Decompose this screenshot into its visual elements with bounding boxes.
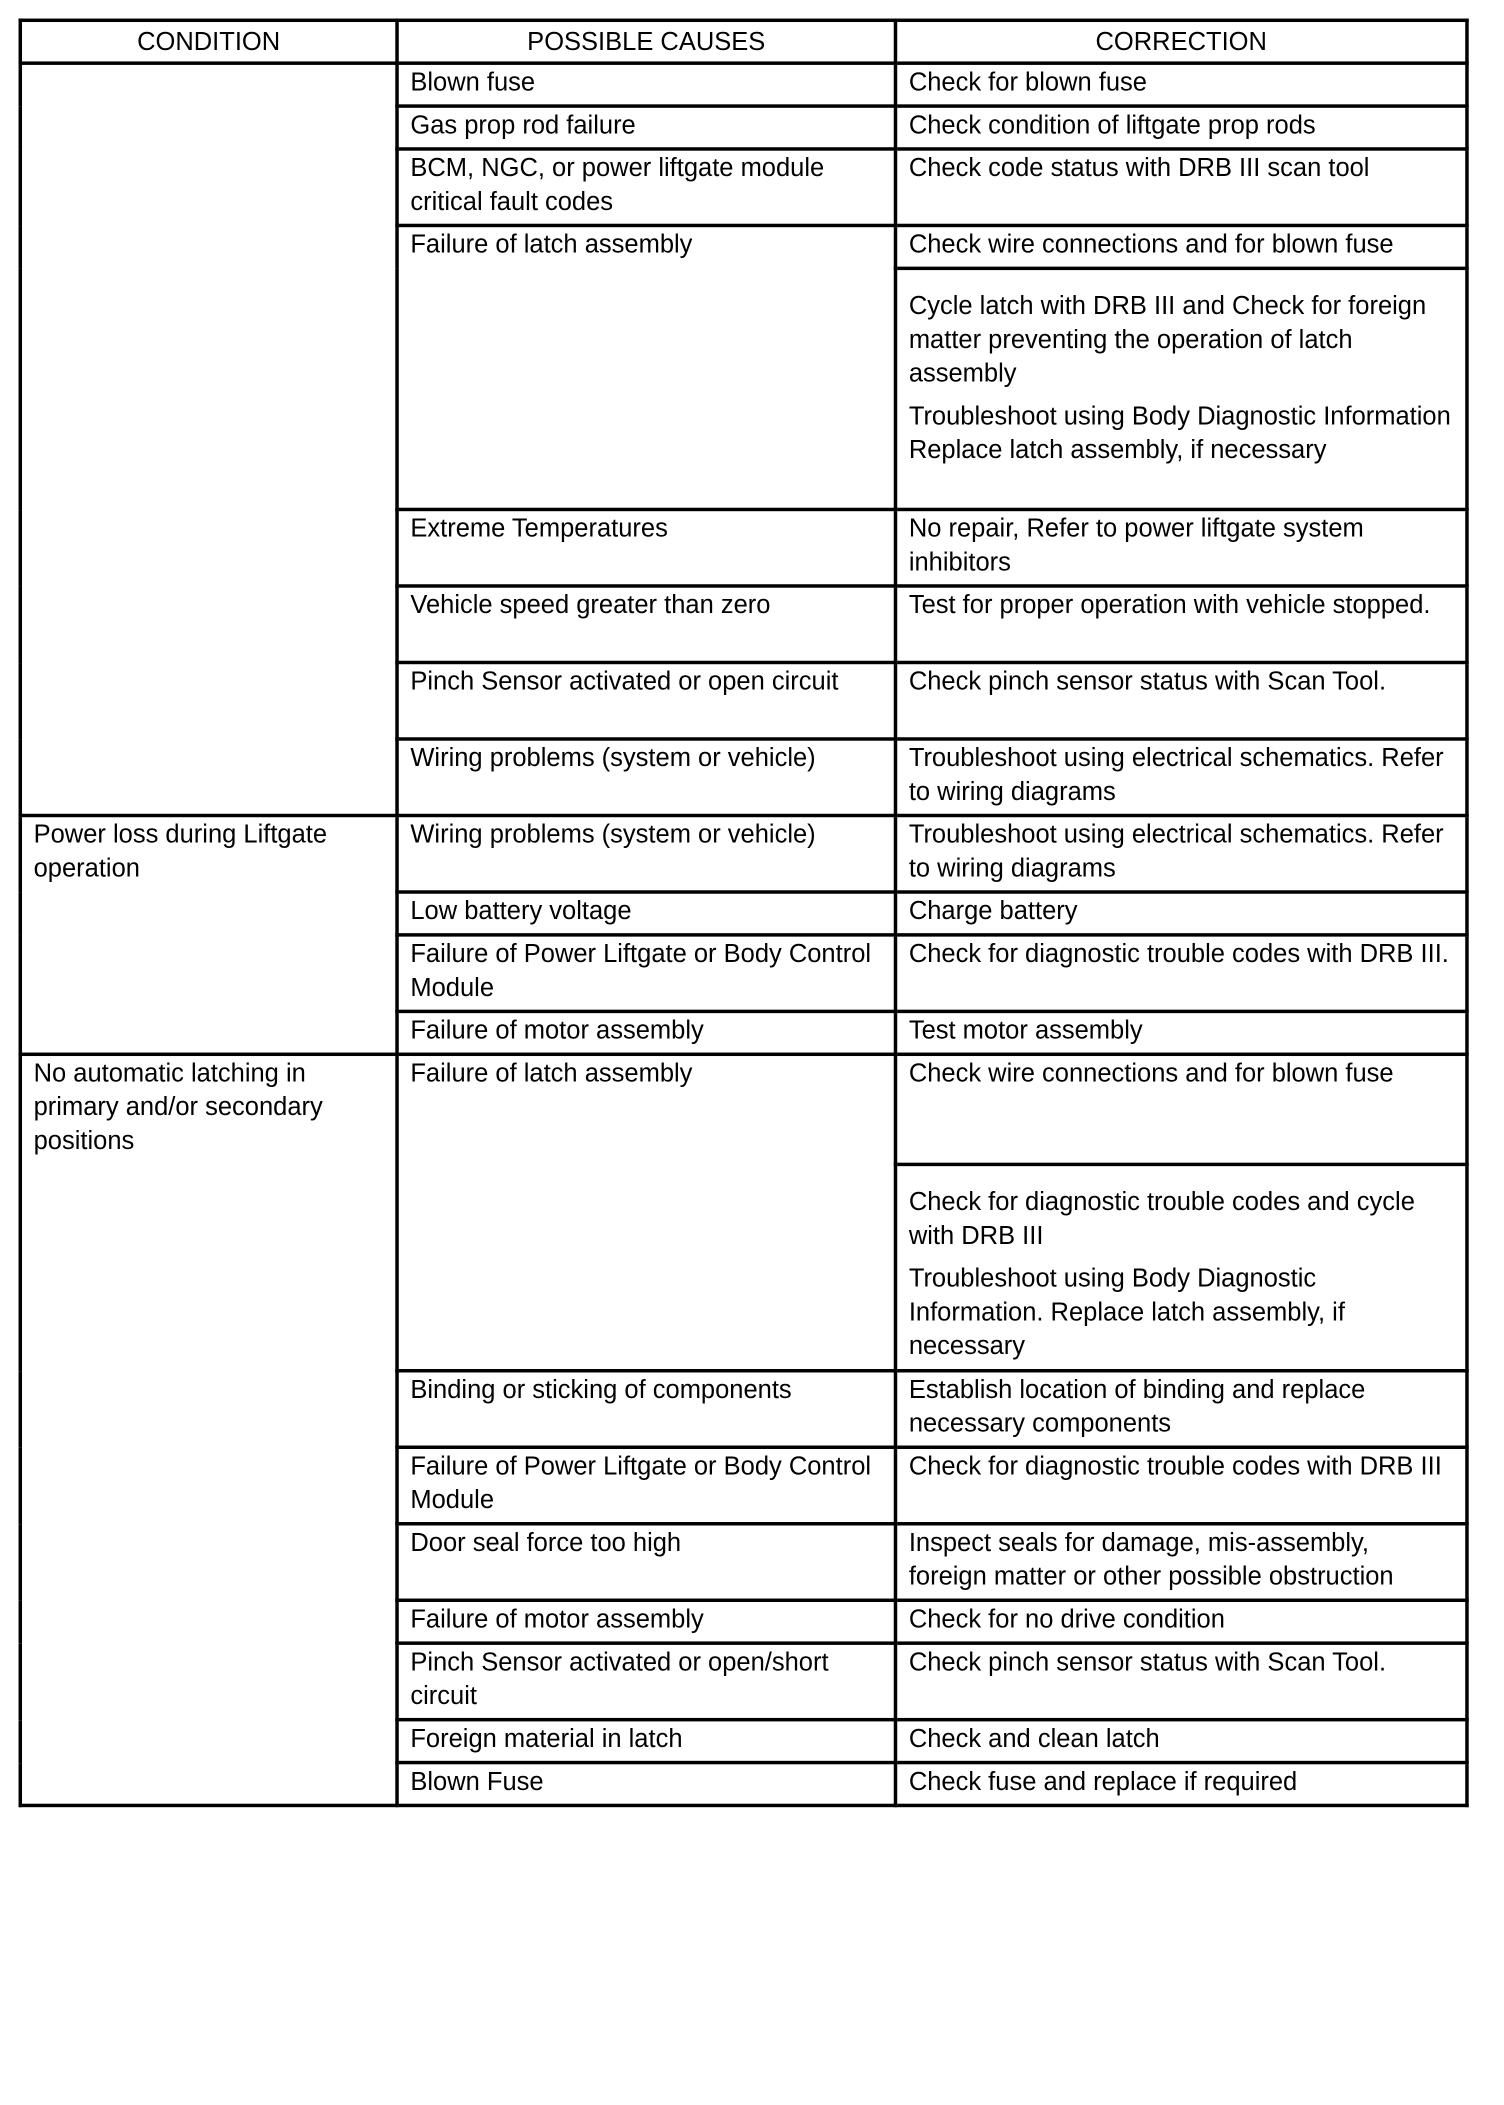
cause-cell: Failure of motor assembly (397, 1011, 895, 1054)
cause-cell: Failure of latch assembly (397, 225, 895, 509)
condition-cell: Power loss during Liftgate operation (20, 815, 397, 1054)
cause-cell: Failure of motor assembly (397, 1600, 895, 1643)
correction-cell: Test for proper operation with vehicle stopped. (895, 586, 1466, 663)
header-possible-causes: POSSIBLE CAUSES (397, 20, 895, 63)
header-row (20, 20, 1467, 63)
condition-cell: No automatic latching in primary and/or secondary positions (20, 1054, 397, 1805)
correction-cell: Troubleshoot using electrical schematics. Refer to wiring diagrams (895, 815, 1466, 892)
correction-text: Cycle latch with DRB III and Check for foreign matter preventing the operation of latch assembly (908, 290, 1427, 388)
cause-cell: Gas prop rod failure (397, 106, 895, 149)
header-condition: CONDITION (20, 20, 397, 63)
correction-cell: Check for no drive condition (895, 1600, 1466, 1643)
cause-cell: Extreme Temperatures (397, 509, 895, 586)
correction-cell: Troubleshoot using electrical schematics. Refer to wiring diagrams (895, 739, 1466, 816)
correction-cell (895, 268, 1466, 509)
correction-text: Troubleshoot using Body Diagnostic Information. Replace latch assembly, if necessary (908, 1263, 1345, 1360)
header-correction: CORRECTION (895, 20, 1466, 63)
cause-cell: BCM, NGC, or power liftgate module critical fault codes (397, 149, 895, 226)
condition-cell-empty (20, 63, 397, 815)
table-row (20, 1054, 1467, 1164)
cause-cell: Failure of Power Liftgate or Body Control Module (397, 1447, 895, 1524)
cause-cell: Vehicle speed greater than zero (397, 586, 895, 663)
correction-cell: Check pinch sensor status with Scan Tool. (895, 662, 1466, 739)
correction-cell: Test motor assembly (895, 1011, 1466, 1054)
cause-cell: Wiring problems (system or vehicle) (397, 815, 895, 892)
correction-cell (895, 1164, 1466, 1370)
correction-cell: Check wire connections and for blown fuse (895, 1054, 1466, 1164)
correction-cell: Check fuse and replace if required (895, 1763, 1466, 1806)
cause-cell: Pinch Sensor activated or open/short circuit (397, 1643, 895, 1720)
correction-cell: Charge battery (895, 892, 1466, 935)
correction-cell: Check code status with DRB III scan tool (895, 149, 1466, 226)
cause-cell: Door seal force too high (397, 1524, 895, 1601)
cause-cell: Binding or sticking of components (397, 1371, 895, 1448)
correction-cell: Establish location of binding and replace necessary components (895, 1371, 1466, 1448)
correction-cell: Check and clean latch (895, 1720, 1466, 1763)
cause-cell: Low battery voltage (397, 892, 895, 935)
cause-cell: Wiring problems (system or vehicle) (397, 739, 895, 816)
troubleshooting-table (19, 19, 1469, 1808)
cause-cell: Failure of Power Liftgate or Body Control Module (397, 935, 895, 1012)
correction-cell: Check pinch sensor status with Scan Tool. (895, 1643, 1466, 1720)
correction-cell: Inspect seals for damage, mis-assembly, foreign matter or other possible obstruction (895, 1524, 1466, 1601)
cause-cell: Failure of latch assembly (397, 1054, 895, 1370)
cause-cell: Blown fuse (397, 63, 895, 106)
cause-cell: Pinch Sensor activated or open circuit (397, 662, 895, 739)
table-row (20, 815, 1467, 892)
correction-cell: Check for diagnostic trouble codes with DRB III. (895, 935, 1466, 1012)
correction-text: Check for diagnostic trouble codes and cycle with DRB III (908, 1187, 1415, 1250)
correction-cell: Check for blown fuse (895, 63, 1466, 106)
table-row (20, 63, 1467, 106)
cause-cell: Foreign material in latch (397, 1720, 895, 1763)
correction-text: Troubleshoot using Body Diagnostic Information Replace latch assembly, if necessary (908, 401, 1451, 464)
cause-cell: Blown Fuse (397, 1763, 895, 1806)
correction-cell: No repair, Refer to power liftgate system inhibitors (895, 509, 1466, 586)
correction-cell: Check wire connections and for blown fuse (895, 225, 1466, 268)
correction-cell: Check condition of liftgate prop rods (895, 106, 1466, 149)
correction-cell: Check for diagnostic trouble codes with DRB III (895, 1447, 1466, 1524)
